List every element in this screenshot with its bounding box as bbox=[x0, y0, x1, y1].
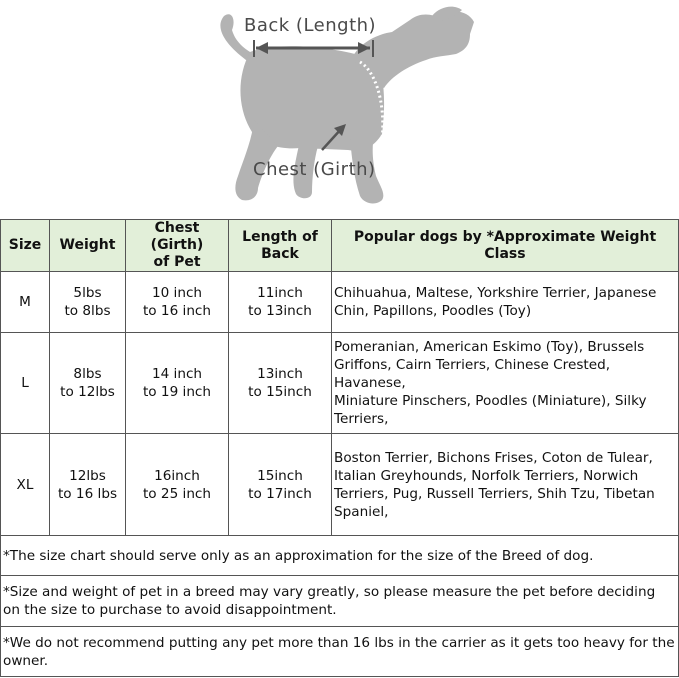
weight-limit-note: *We do not recommend putting any pet more than 16 lbs in the carrier as it gets too heavy for the owner. bbox=[1, 627, 679, 677]
note-row bbox=[1, 627, 679, 677]
chest-girth-label: Chest (Girth) bbox=[253, 159, 376, 180]
header-popular-dogs: Popular dogs by *Approximate Weight Class bbox=[332, 220, 679, 272]
table-row-xl bbox=[1, 434, 679, 536]
header-size: Size bbox=[1, 220, 50, 272]
weight-cell: 12lbs to 16 lbs bbox=[50, 434, 126, 536]
weight-cell: 8lbs to 12lbs bbox=[50, 333, 126, 434]
table-row-l bbox=[1, 333, 679, 434]
weight-cell: 5lbs to 8lbs bbox=[50, 272, 126, 333]
dogs-cell: Boston Terrier, Bichons Frises, Coton de Tulear, Italian Greyhounds, Norfolk Terriers, Norwich Terriers, Pug, Russell Terriers, Shih Tzu, Tibetan Spaniel, bbox=[332, 434, 679, 536]
chest-cell: 16inch to 25 inch bbox=[126, 434, 229, 536]
back-length-label: Back (Length) bbox=[244, 15, 377, 36]
back-cell: 15inch to 17inch bbox=[229, 434, 332, 536]
header-chest: Chest (Girth) of Pet bbox=[126, 220, 229, 272]
header-back-length: Length of Back bbox=[229, 220, 332, 272]
back-cell: 11inch to 13inch bbox=[229, 272, 332, 333]
approximation-note: *The size chart should serve only as an approximation for the size of the Breed of dog. bbox=[1, 536, 679, 576]
chest-cell: 14 inch to 19 inch bbox=[126, 333, 229, 434]
header-weight: Weight bbox=[50, 220, 126, 272]
size-cell: XL bbox=[1, 434, 50, 536]
table-row-m bbox=[1, 272, 679, 333]
table-header-row bbox=[1, 220, 679, 272]
size-chart-table bbox=[0, 219, 679, 677]
measure-pet-note: *Size and weight of pet in a breed may vary greatly, so please measure the pet before deciding on the size to purchase to avoid disappointment. bbox=[1, 576, 679, 627]
chest-cell: 10 inch to 16 inch bbox=[126, 272, 229, 333]
size-cell: M bbox=[1, 272, 50, 333]
dog-silhouette-graphic bbox=[0, 0, 679, 218]
note-row bbox=[1, 576, 679, 627]
dogs-cell: Pomeranian, American Eskimo (Toy), Brussels Griffons, Cairn Terriers, Chinese Crested, Havanese, Miniature Pinschers, Poodles (Miniature), Silky Terriers, bbox=[332, 333, 679, 434]
dogs-cell: Chihuahua, Maltese, Yorkshire Terrier, Japanese Chin, Papillons, Poodles (Toy) bbox=[332, 272, 679, 333]
note-row bbox=[1, 536, 679, 576]
dog-measurement-illustration bbox=[0, 0, 679, 218]
size-cell: L bbox=[1, 333, 50, 434]
back-cell: 13inch to 15inch bbox=[229, 333, 332, 434]
